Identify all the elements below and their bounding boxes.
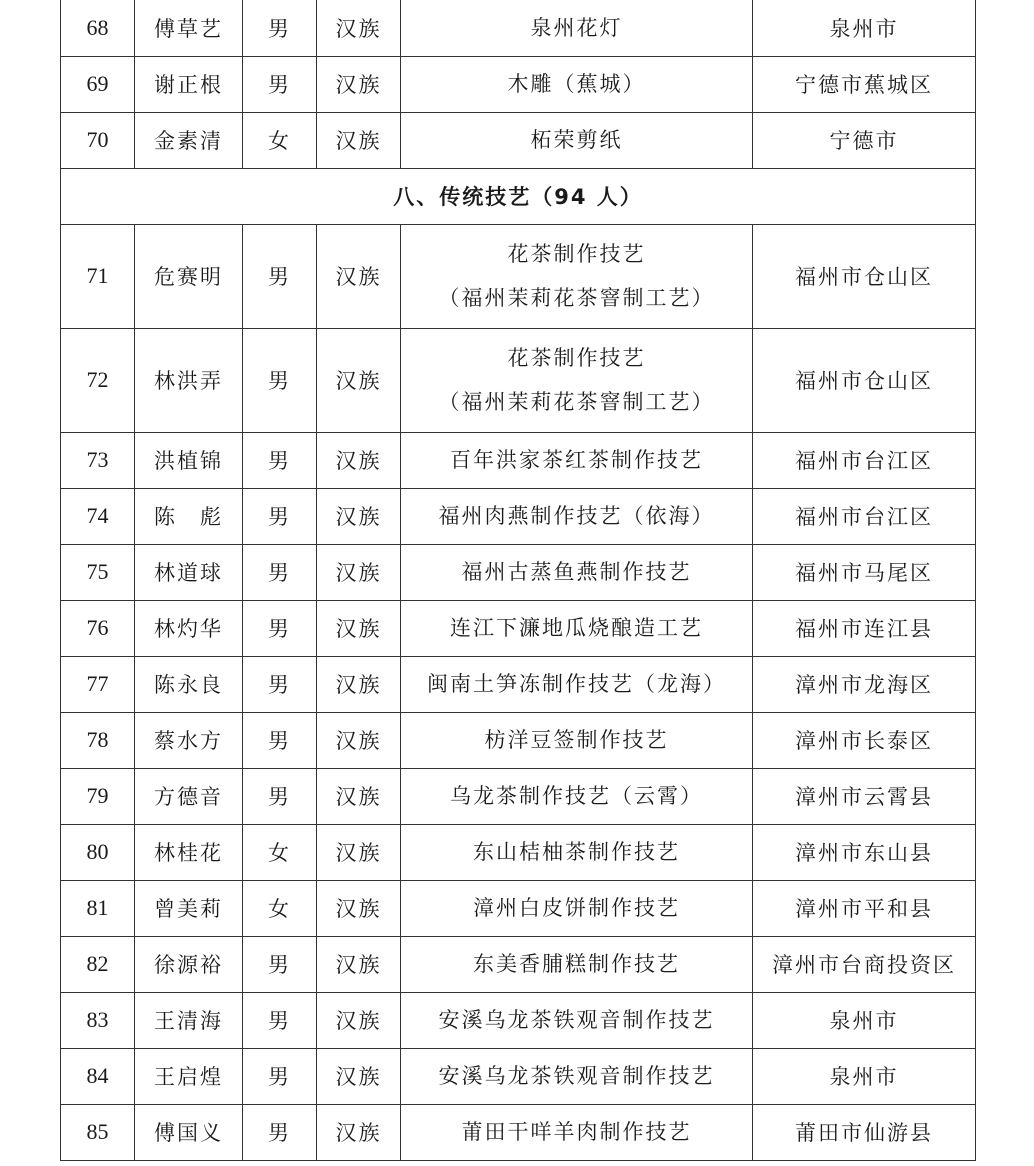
table-body-traditional-skills	[61, 224, 976, 1160]
cell-number: 78	[61, 712, 135, 768]
project-line: 安溪乌龙茶铁观音制作技艺	[438, 1064, 715, 1088]
table-row	[61, 600, 976, 656]
cell-name: 曾美莉	[135, 880, 243, 936]
cell-project	[401, 880, 753, 936]
table-row	[61, 880, 976, 936]
table-row	[61, 992, 976, 1048]
cell-project	[401, 1048, 753, 1104]
table-row	[61, 768, 976, 824]
cell-gender: 男	[243, 488, 317, 544]
cell-region: 福州市仓山区	[753, 224, 976, 328]
cell-region: 漳州市平和县	[753, 880, 976, 936]
cell-region: 福州市连江县	[753, 600, 976, 656]
cell-region: 漳州市长泰区	[753, 712, 976, 768]
cell-name: 陈永良	[135, 656, 243, 712]
cell-gender: 男	[243, 1048, 317, 1104]
project-line: 福州古蒸鱼燕制作技艺	[461, 560, 692, 584]
project-line: 莆田干咩羊肉制作技艺	[461, 1120, 692, 1144]
cell-ethnicity: 汉族	[317, 1048, 401, 1104]
cell-ethnicity: 汉族	[317, 224, 401, 328]
cell-name: 危赛明	[135, 224, 243, 328]
table-row	[61, 432, 976, 488]
cell-ethnicity: 汉族	[317, 432, 401, 488]
cell-ethnicity: 汉族	[317, 56, 401, 112]
table-row	[61, 1104, 976, 1160]
cell-ethnicity: 汉族	[317, 992, 401, 1048]
cell-region: 福州市马尾区	[753, 544, 976, 600]
cell-project	[401, 56, 753, 112]
project-line: 东美香脯糕制作技艺	[473, 952, 680, 976]
cell-ethnicity: 汉族	[317, 488, 401, 544]
cell-region: 福州市仓山区	[753, 328, 976, 432]
cell-name: 谢正根	[135, 56, 243, 112]
cell-number: 75	[61, 544, 135, 600]
table-row	[61, 824, 976, 880]
cell-name: 金素清	[135, 112, 243, 168]
cell-project	[401, 112, 753, 168]
cell-name: 林洪弄	[135, 328, 243, 432]
project-line: 闽南土笋冻制作技艺（龙海）	[427, 672, 726, 696]
table-row	[61, 544, 976, 600]
cell-number: 74	[61, 488, 135, 544]
cell-name: 林灼华	[135, 600, 243, 656]
cell-gender: 男	[243, 768, 317, 824]
section-title: 八、传统技艺（94 人）	[61, 168, 976, 224]
project-line: 连江下濂地瓜烧酿造工艺	[450, 616, 703, 640]
cell-project	[401, 936, 753, 992]
project-line: 花茶制作技艺	[507, 346, 646, 370]
table-row	[61, 936, 976, 992]
cell-project	[401, 656, 753, 712]
cell-gender: 女	[243, 880, 317, 936]
cell-number: 71	[61, 224, 135, 328]
project-line: 柘荣剪纸	[530, 128, 623, 152]
project-line: 泉州花灯	[530, 15, 623, 40]
cell-project	[401, 992, 753, 1048]
cell-gender: 男	[243, 600, 317, 656]
cell-number: 83	[61, 992, 135, 1048]
cell-name: 傅国义	[135, 1104, 243, 1160]
cell-project	[401, 824, 753, 880]
table-row	[61, 0, 976, 56]
cell-number: 81	[61, 880, 135, 936]
cell-number: 73	[61, 432, 135, 488]
cell-name: 林道球	[135, 544, 243, 600]
cell-name: 王启煌	[135, 1048, 243, 1104]
cell-ethnicity: 汉族	[317, 712, 401, 768]
cell-ethnicity: 汉族	[317, 0, 401, 56]
table-row	[61, 224, 976, 328]
cell-ethnicity: 汉族	[317, 880, 401, 936]
project-line: 福州肉燕制作技艺（依海）	[438, 504, 715, 528]
cell-ethnicity: 汉族	[317, 824, 401, 880]
cell-gender: 女	[243, 824, 317, 880]
cell-number: 84	[61, 1048, 135, 1104]
cell-name: 洪植锦	[135, 432, 243, 488]
cell-name: 徐源裕	[135, 936, 243, 992]
cell-project	[401, 0, 753, 56]
cell-name: 方德音	[135, 768, 243, 824]
cell-project	[401, 600, 753, 656]
table-row	[61, 712, 976, 768]
cell-gender: 男	[243, 656, 317, 712]
cell-region: 泉州市	[753, 1048, 976, 1104]
cell-gender: 男	[243, 432, 317, 488]
cell-number: 72	[61, 328, 135, 432]
cell-ethnicity: 汉族	[317, 544, 401, 600]
cell-gender: 女	[243, 112, 317, 168]
cell-project	[401, 488, 753, 544]
cell-project	[401, 1104, 753, 1160]
cell-gender: 男	[243, 992, 317, 1048]
cell-gender: 男	[243, 328, 317, 432]
cell-ethnicity: 汉族	[317, 768, 401, 824]
cell-project	[401, 432, 753, 488]
cell-number: 77	[61, 656, 135, 712]
project-line: （福州茉莉花茶窨制工艺）	[438, 390, 715, 414]
project-line: 漳州白皮饼制作技艺	[473, 896, 680, 920]
cell-number: 68	[61, 0, 135, 56]
cell-name: 王清海	[135, 992, 243, 1048]
cell-number: 76	[61, 600, 135, 656]
table-row	[61, 1048, 976, 1104]
cell-region: 漳州市龙海区	[753, 656, 976, 712]
project-line: 枋洋豆签制作技艺	[484, 728, 669, 752]
table-row	[61, 656, 976, 712]
cell-number: 80	[61, 824, 135, 880]
cell-gender: 男	[243, 712, 317, 768]
cell-gender: 男	[243, 1104, 317, 1160]
cell-ethnicity: 汉族	[317, 328, 401, 432]
project-line: 东山桔柚茶制作技艺	[473, 840, 680, 864]
cell-region: 福州市台江区	[753, 432, 976, 488]
cell-gender: 男	[243, 0, 317, 56]
cell-region: 宁德市	[753, 112, 976, 168]
cell-ethnicity: 汉族	[317, 656, 401, 712]
cell-name: 林桂花	[135, 824, 243, 880]
cell-number: 70	[61, 112, 135, 168]
cell-ethnicity: 汉族	[317, 600, 401, 656]
cell-region: 泉州市	[753, 992, 976, 1048]
project-line: 安溪乌龙茶铁观音制作技艺	[438, 1008, 715, 1032]
project-line: （福州茉莉花茶窨制工艺）	[438, 286, 715, 310]
cell-gender: 男	[243, 544, 317, 600]
cell-region: 漳州市云霄县	[753, 768, 976, 824]
inheritor-table	[60, 0, 976, 1161]
project-line: 百年洪家茶红茶制作技艺	[450, 448, 703, 472]
cell-project	[401, 224, 753, 328]
cell-gender: 男	[243, 936, 317, 992]
cell-region: 莆田市仙游县	[753, 1104, 976, 1160]
cell-region: 泉州市	[753, 0, 976, 56]
table-row	[61, 488, 976, 544]
cell-ethnicity: 汉族	[317, 936, 401, 992]
cell-number: 82	[61, 936, 135, 992]
table-row	[61, 56, 976, 112]
table-body-before-section	[61, 0, 976, 168]
section-header-group	[61, 168, 976, 224]
table-row	[61, 328, 976, 432]
cell-ethnicity: 汉族	[317, 112, 401, 168]
project-line: 木雕（蕉城）	[507, 72, 646, 96]
cell-number: 79	[61, 768, 135, 824]
cell-ethnicity: 汉族	[317, 1104, 401, 1160]
cell-name: 陈 彪	[135, 488, 243, 544]
cell-project	[401, 544, 753, 600]
cell-region: 宁德市蕉城区	[753, 56, 976, 112]
cell-project	[401, 328, 753, 432]
table-row	[61, 112, 976, 168]
cell-name: 蔡水方	[135, 712, 243, 768]
project-line: 花茶制作技艺	[507, 242, 646, 266]
cell-number: 69	[61, 56, 135, 112]
cell-name: 傅草艺	[135, 0, 243, 56]
cell-region: 漳州市东山县	[753, 824, 976, 880]
cell-region: 福州市台江区	[753, 488, 976, 544]
project-line: 乌龙茶制作技艺（云霄）	[450, 784, 703, 808]
cell-project	[401, 768, 753, 824]
cell-gender: 男	[243, 56, 317, 112]
cell-region: 漳州市台商投资区	[753, 936, 976, 992]
cell-number: 85	[61, 1104, 135, 1160]
cell-gender: 男	[243, 224, 317, 328]
cell-project	[401, 712, 753, 768]
section-header-row	[61, 168, 976, 224]
